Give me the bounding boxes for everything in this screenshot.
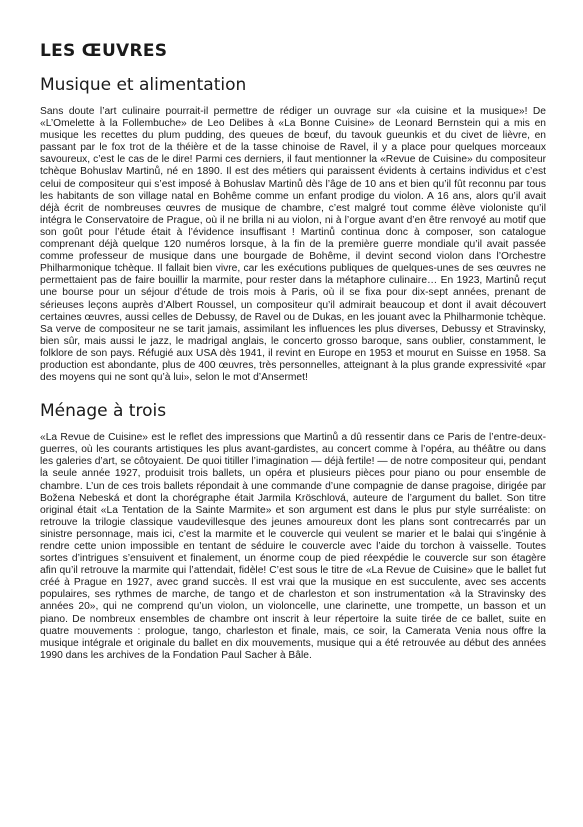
page-title: LES ŒUVRES xyxy=(40,41,168,61)
document-page xyxy=(40,40,546,662)
section-body-musique-et-alimentation: Sans doute l’art culinaire pourrait-il permettre de rédiger un ouvrage sur «la cuisine et la musique»! De «L’Omelette à la Follembuche» de Leo Delibes à «La Bonne Cuisine» de Leonard Bernstein qui a mis en musique les recettes du plum pudding, des queues de bœuf, du tavouk gueunkis et du civet de lièvre, en passant par le fox trot de la théière et de la tasse chinoise de Ravel, il y a place pour quelques morceaux savoureux, c’est le cas de le dire! Parmi ces derniers, il faut mentionner la «Revue de Cuisine» du compositeur tchèque Bohuslav Martinů, né en 1890. Il est des métiers qui paraissent évidents à certains individus et c’est celui de compositeur qui s’est imposé à Bohuslav Martinů dès l’âge de 10 ans et bien qu’il fût reconnu par tous les habitants de son village natal en Bohême comme un enfant prodige du violon. A 16 ans, alors qu’il avait déjà écrit de nombreuses œuvres de musique de chambre, c’est malgré tout comme élève violoniste qu’il intégra le Conservatoire de Prague, où il ne brilla ni au violon, ni à l’orgue avant d’en être renvoyé au motif que son goût pour l’étude était à l’évidence insuffisant ! Martinů continua donc à composer, son catalogue comprenant déjà quelque 120 numéros lorsque, à la fin de la première guerre mondiale qu’il avait passée comme professeur de musique dans une bourgade de Bohême, il devint second violon dans l’Orchestre Philharmonique tchèque. Il fallait bien vivre, car les exécutions publiques de quelques-unes de ses œuvres ne permettaient pas de faire bouillir la marmite, pour rester dans la métaphore culinaire… En 1923, Martinů reçut une bourse pour un séjour d’étude de trois mois à Paris, où il se fixa pour dix-sept années, prenant de sérieuses leçons auprès d’Albert Roussel, un compositeur qu’il admirait beaucoup et dont il avait découvert certaines œuvres, aussi celles de Debussy, de Ravel ou de Dukas, en les jouant avec la Philharmonie tchèque. Sa verve de compositeur ne se tarit jamais, assimilant les influences les plus diverses, Debussy et Stravinsky, bien sûr, mais aussi le jazz, le madrigal anglais, le concerto grosso baroque, sans oublier, constamment, le folklore de son pays. Réfugié aux USA dès 1941, il revint en Europe en 1953 et mourut en Suisse en 1958. Sa production est abondante, plus de 400 œuvres, très personnelles, atteignant à la plus grande expressivité «par des moyens qui ne sont qu’à lui», selon le mot d’Ansermet! xyxy=(40,106,546,384)
section-heading-menage-a-trois: Ménage à trois xyxy=(40,401,167,422)
section-heading-musique-et-alimentation: Musique et alimentation xyxy=(40,75,247,95)
section-body-menage-a-trois: «La Revue de Cuisine» est le reflet des impressions que Martinů a dû ressentir dans ce Paris de l’entre-deux-guerres, où les courants artistiques les plus avant-gardistes, au concert comme à l’opéra, au théâtre ou dans les galeries d’art, se côtoyaient. De quoi titiller l’imagination — déjà fertile! — de notre compositeur qui, pendant la seule année 1927, produisit trois ballets, un opéra et plusieurs pièces pour piano ou pour ensemble de chambre. L’un de ces trois ballets répondait à une commande d’une compagnie de danse pragoise, dirigée par Božena Nebeská et dont la chorégraphe était Jarmila Kröschlová, auteure de l’argument du ballet. Son titre original était «La Tentation de la Sainte Marmite» et son argument est dans le plus pur style surréaliste: on retrouve la trilogie classique vaudevillesque des jeunes amoureux dont les plans sont contrecarrés par un sinistre personnage, mais ici, c’est la marmite et le couvercle qui veulent se marier et le balai qui s’ingénie à rendre cette union impossible en tentant de séduire le couvercle avec l’aide du torchon à vaisselle. Toutes sortes d’intrigues s’ensuivent et finalement, un énorme coup de pied réexpédie le couvercle sur son étagère afin qu’il retrouve la marmite qui l’attendait, fidèle! C’est sous le titre de «La Revue de Cuisine» que le ballet fut créé à Prague en 1927, avec grand succès. Il est vrai que la musique en est succulente, avec ses accents populaires, ses rythmes de marche, de tango et de charleston et son instrumentation «à la Stravinsky des années 20», qui ne comprend qu’un violon, un violoncelle, une clarinette, une trompette, un basson et un piano. De nombreux ensembles de chambre ont inscrit à leur répertoire la suite tirée de ce ballet, suite en quatre mouvements : prologue, tango, charleston et finale, mais, ce soir, la Camerata Venia nous offre la musique intégrale et originale du ballet en dix mouvements, musique qui a été retrouvée au début des années 1990 dans les archives de la Fondation Paul Sacher à Bâle. xyxy=(40,432,546,661)
